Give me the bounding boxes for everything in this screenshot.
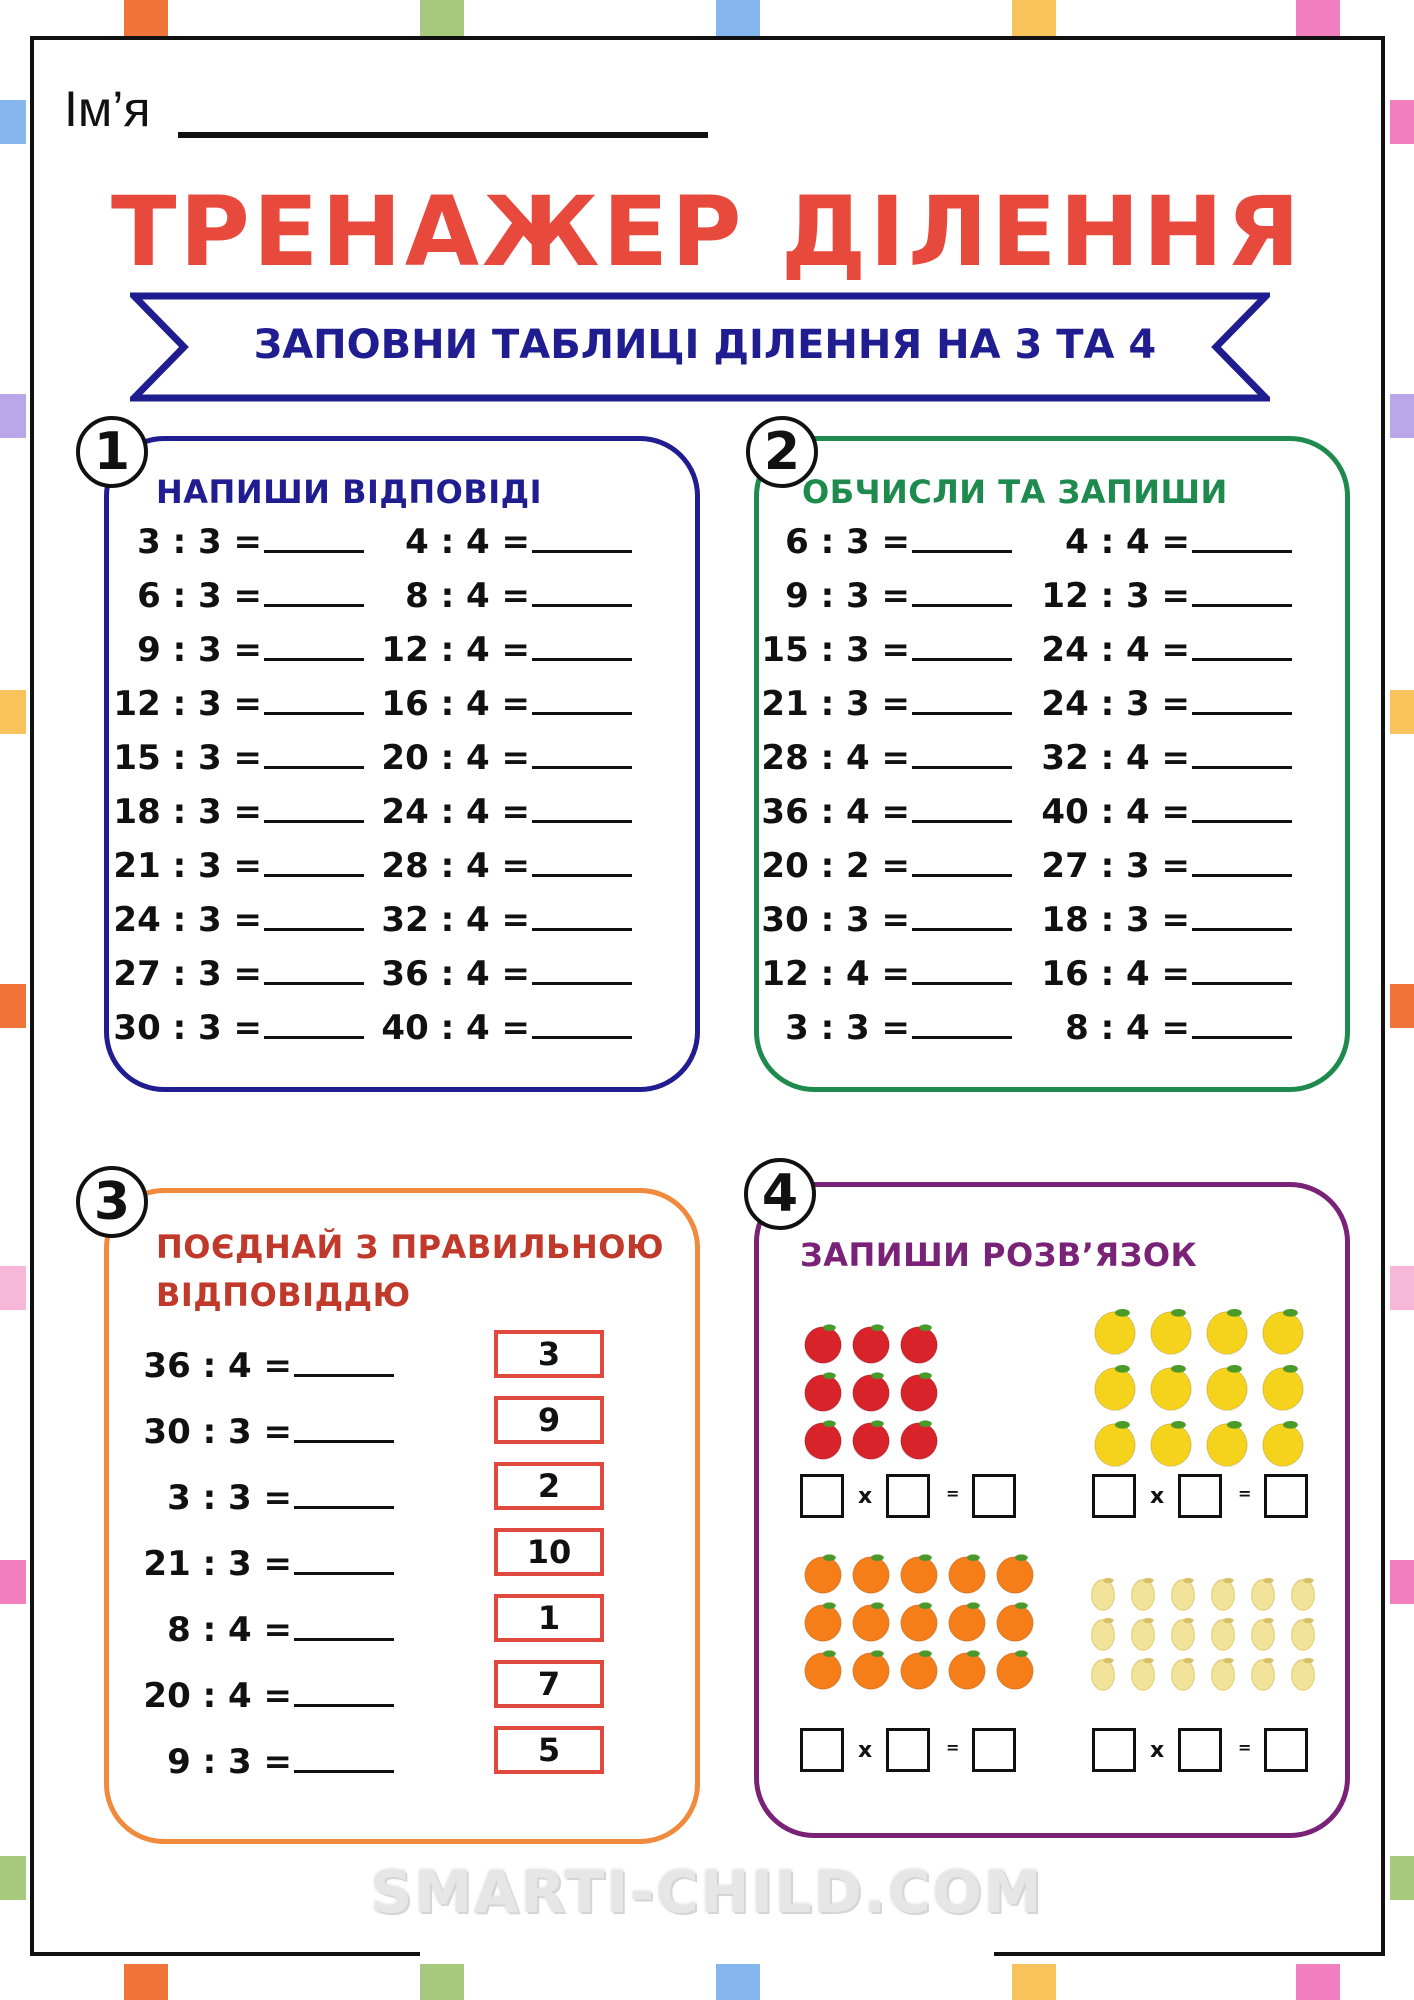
equation-row: [113, 900, 364, 940]
equation-text: 28 : 4 =: [381, 846, 530, 886]
times-sign: x: [1150, 1484, 1165, 1509]
answer-square[interactable]: [1264, 1474, 1308, 1518]
answer-square[interactable]: [1092, 1474, 1136, 1518]
answer-blank[interactable]: [912, 740, 1012, 769]
pear-icon: [1212, 1618, 1235, 1650]
times-sign: x: [1150, 1738, 1165, 1763]
equation-text: 20 : 2 =: [761, 846, 910, 886]
equation-text: 30 : 3 =: [761, 900, 910, 940]
answer-blank[interactable]: [532, 902, 632, 931]
equation-text: 24 : 4 =: [381, 792, 530, 832]
answer-blank[interactable]: [264, 902, 364, 931]
decor-square: [716, 0, 760, 36]
match-equation: [167, 1742, 394, 1782]
orange-icon: [949, 1554, 985, 1593]
equals-sign: =: [946, 1738, 960, 1757]
apple-icon: [805, 1324, 841, 1363]
decor-square: [1390, 690, 1414, 734]
pear-icon: [1292, 1658, 1315, 1690]
frame-gap: [420, 1950, 994, 1962]
decor-square: [1390, 100, 1414, 144]
answer-square[interactable]: [1264, 1728, 1308, 1772]
equation-row: [137, 576, 364, 616]
equation-text: 36 : 4 =: [143, 1346, 292, 1386]
answer-blank[interactable]: [1192, 578, 1292, 607]
equation-text: 8 : 4 =: [167, 1610, 292, 1650]
equals-sign: =: [1238, 1738, 1252, 1757]
equation-row: [761, 954, 1012, 994]
match-equation: [167, 1610, 394, 1650]
pear-icon: [1092, 1658, 1115, 1690]
equation-text: 3 : 3 =: [785, 1008, 910, 1048]
answer-blank[interactable]: [264, 794, 364, 823]
equation-row: [1041, 684, 1292, 724]
answer-blank[interactable]: [912, 632, 1012, 661]
pear-icon: [1132, 1658, 1155, 1690]
times-sign: x: [858, 1738, 873, 1763]
equation-text: 40 : 4 =: [381, 1008, 530, 1048]
equation-row: [381, 630, 632, 670]
answer-blank[interactable]: [532, 848, 632, 877]
decor-square: [124, 0, 168, 36]
fruit-group-orange: [794, 1546, 1044, 1700]
equation-text: 6 : 3 =: [137, 576, 262, 616]
lemon-icon: [1095, 1365, 1135, 1410]
orange-icon: [901, 1602, 937, 1641]
equation-text: 21 : 3 =: [761, 684, 910, 724]
lemon-icon: [1263, 1365, 1303, 1410]
equation-text: 4 : 4 =: [405, 522, 530, 562]
pear-icon: [1212, 1658, 1235, 1690]
answer-square[interactable]: [1092, 1728, 1136, 1772]
answer-blank[interactable]: [532, 1010, 632, 1039]
answer-blank[interactable]: [912, 686, 1012, 715]
pear-icon: [1132, 1618, 1155, 1650]
panel-1-title: НАПИШИ ВІДПОВІДІ: [156, 473, 543, 511]
equation-text: 24 : 4 =: [1041, 630, 1190, 670]
fruit-group-pear: [1078, 1570, 1328, 1700]
fruit-group-lemon: [1082, 1300, 1316, 1478]
decor-square: [0, 1560, 26, 1604]
answer-blank[interactable]: [264, 740, 364, 769]
apple-icon: [901, 1420, 937, 1459]
answer-blank[interactable]: [264, 1010, 364, 1039]
equation-text: 20 : 4 =: [143, 1676, 292, 1716]
answer-blank[interactable]: [294, 1546, 394, 1575]
answer-blank[interactable]: [264, 956, 364, 985]
answer-blank[interactable]: [1192, 902, 1292, 931]
name-label: Ім’я: [64, 81, 151, 137]
answer-blank[interactable]: [532, 578, 632, 607]
apple-icon: [853, 1324, 889, 1363]
answer-square[interactable]: [972, 1728, 1016, 1772]
lemon-icon: [1095, 1309, 1135, 1354]
equation-row: [381, 846, 632, 886]
answer-option[interactable]: 7: [494, 1660, 604, 1708]
answer-blank[interactable]: [912, 848, 1012, 877]
decor-square: [1390, 1560, 1414, 1604]
equation-text: 30 : 3 =: [113, 1008, 262, 1048]
answer-square[interactable]: [800, 1474, 844, 1518]
equation-text: 27 : 3 =: [1041, 846, 1190, 886]
equation-row: [113, 846, 364, 886]
answer-blank[interactable]: [532, 956, 632, 985]
equation-text: 21 : 3 =: [143, 1544, 292, 1584]
lemon-icon: [1263, 1309, 1303, 1354]
equation-text: 12 : 4 =: [381, 630, 530, 670]
equation-row: [381, 954, 632, 994]
pear-icon: [1172, 1658, 1195, 1690]
answer-blank[interactable]: [294, 1414, 394, 1443]
decor-square: [1296, 0, 1340, 36]
equation-text: 3 : 3 =: [167, 1478, 292, 1518]
answer-blank[interactable]: [912, 902, 1012, 931]
orange-icon: [853, 1554, 889, 1593]
equation-row: [381, 1008, 632, 1048]
pear-icon: [1092, 1578, 1115, 1610]
answer-option[interactable]: 10: [494, 1528, 604, 1576]
apple-icon: [853, 1372, 889, 1411]
pear-icon: [1292, 1618, 1315, 1650]
equation-text: 3 : 3 =: [137, 522, 262, 562]
lemon-icon: [1207, 1421, 1247, 1466]
answer-square[interactable]: [1178, 1474, 1222, 1518]
equals-sign: =: [946, 1484, 960, 1503]
answer-blank[interactable]: [1192, 794, 1292, 823]
decor-square: [1390, 394, 1414, 438]
orange-icon: [949, 1602, 985, 1641]
equation-text: 9 : 3 =: [785, 576, 910, 616]
decor-square: [1390, 984, 1414, 1028]
decor-square: [1012, 0, 1056, 36]
equation-row: [381, 900, 632, 940]
equation-row: [1041, 900, 1292, 940]
pear-icon: [1252, 1578, 1275, 1610]
answer-blank[interactable]: [264, 848, 364, 877]
orange-icon: [997, 1602, 1033, 1641]
answer-blank[interactable]: [294, 1612, 394, 1641]
panel-4-title: ЗАПИШИ РОЗВ’ЯЗОК: [800, 1236, 1198, 1274]
orange-icon: [901, 1650, 937, 1689]
equation-row: [1065, 1008, 1292, 1048]
orange-icon: [901, 1554, 937, 1593]
pear-icon: [1172, 1578, 1195, 1610]
orange-icon: [997, 1554, 1033, 1593]
equation-text: 20 : 4 =: [381, 738, 530, 778]
answer-blank[interactable]: [912, 578, 1012, 607]
answer-square[interactable]: [886, 1474, 930, 1518]
answer-square[interactable]: [972, 1474, 1016, 1518]
decor-square: [0, 394, 26, 438]
equation-row: [1041, 846, 1292, 886]
equation-text: 15 : 3 =: [761, 630, 910, 670]
answer-blank[interactable]: [294, 1480, 394, 1509]
lemon-icon: [1151, 1421, 1191, 1466]
equation-row: [785, 1008, 1012, 1048]
equation-text: 12 : 3 =: [1041, 576, 1190, 616]
decor-square: [0, 100, 26, 144]
panel-3-title-line2: ВІДПОВІДДЮ: [156, 1276, 411, 1314]
lemon-icon: [1095, 1421, 1135, 1466]
equation-text: 8 : 4 =: [1065, 1008, 1190, 1048]
orange-icon: [805, 1602, 841, 1641]
panel-2-title: ОБЧИСЛИ ТА ЗАПИШИ: [802, 473, 1228, 511]
answer-blank[interactable]: [264, 578, 364, 607]
panel-2-number: 2: [746, 416, 818, 488]
pear-icon: [1252, 1658, 1275, 1690]
answer-blank[interactable]: [1192, 740, 1292, 769]
pear-icon: [1172, 1618, 1195, 1650]
page-title: ТРЕНАЖЕР ДІЛЕННЯ: [110, 176, 1304, 288]
lemon-icon: [1151, 1365, 1191, 1410]
decor-square: [420, 0, 464, 36]
equation-text: 24 : 3 =: [1041, 684, 1190, 724]
pear-icon: [1092, 1618, 1115, 1650]
match-equation: [143, 1346, 394, 1386]
answer-blank[interactable]: [294, 1678, 394, 1707]
equation-row: [785, 576, 1012, 616]
orange-icon: [805, 1650, 841, 1689]
equation-row: [761, 738, 1012, 778]
equation-text: 32 : 4 =: [1041, 738, 1190, 778]
answer-option[interactable]: 3: [494, 1330, 604, 1378]
equation-row: [381, 684, 632, 724]
answer-blank[interactable]: [264, 632, 364, 661]
equation-row: [113, 684, 364, 724]
answer-blank[interactable]: [1192, 524, 1292, 553]
answer-blank[interactable]: [1192, 632, 1292, 661]
equation-text: 9 : 3 =: [137, 630, 262, 670]
answer-blank[interactable]: [912, 956, 1012, 985]
equation-row: [1065, 522, 1292, 562]
equation-text: 12 : 4 =: [761, 954, 910, 994]
answer-square[interactable]: [886, 1728, 930, 1772]
orange-icon: [997, 1650, 1033, 1689]
decor-square: [0, 690, 26, 734]
lemon-icon: [1263, 1421, 1303, 1466]
answer-blank[interactable]: [1192, 956, 1292, 985]
answer-blank[interactable]: [912, 1010, 1012, 1039]
equation-row: [761, 846, 1012, 886]
pear-icon: [1292, 1578, 1315, 1610]
answer-blank[interactable]: [1192, 848, 1292, 877]
equation-text: 24 : 3 =: [113, 900, 262, 940]
equation-text: 21 : 3 =: [113, 846, 262, 886]
orange-icon: [853, 1602, 889, 1641]
answer-blank[interactable]: [912, 524, 1012, 553]
answer-blank[interactable]: [1192, 1010, 1292, 1039]
equation-row: [761, 900, 1012, 940]
equation-text: 27 : 3 =: [113, 954, 262, 994]
equation-text: 9 : 3 =: [167, 1742, 292, 1782]
equation-text: 6 : 3 =: [785, 522, 910, 562]
equation-row: [1041, 792, 1292, 832]
lemon-icon: [1151, 1309, 1191, 1354]
decor-square: [0, 984, 26, 1028]
equation-row: [1041, 954, 1292, 994]
equation-text: 18 : 3 =: [113, 792, 262, 832]
decor-square: [0, 1266, 26, 1310]
equation-text: 30 : 3 =: [143, 1412, 292, 1452]
decor-square: [420, 1964, 464, 2000]
equation-row: [113, 954, 364, 994]
equation-text: 16 : 4 =: [381, 684, 530, 724]
answer-blank[interactable]: [532, 794, 632, 823]
lemon-icon: [1207, 1309, 1247, 1354]
equation-text: 36 : 4 =: [761, 792, 910, 832]
match-equation: [143, 1412, 394, 1452]
answer-blank[interactable]: [294, 1744, 394, 1773]
panel-4-number: 4: [744, 1158, 816, 1230]
answer-blank[interactable]: [912, 794, 1012, 823]
fruit-group-apple: [794, 1316, 948, 1470]
equation-row: [405, 576, 632, 616]
equation-row: [1041, 738, 1292, 778]
times-sign: x: [858, 1484, 873, 1509]
orange-icon: [805, 1554, 841, 1593]
decor-square: [1012, 1964, 1056, 2000]
decor-square: [124, 1964, 168, 2000]
orange-icon: [949, 1650, 985, 1689]
match-equation: [167, 1478, 394, 1518]
answer-blank[interactable]: [264, 686, 364, 715]
equation-text: 36 : 4 =: [381, 954, 530, 994]
answer-option[interactable]: 5: [494, 1726, 604, 1774]
equation-row: [405, 522, 632, 562]
answer-blank[interactable]: [532, 524, 632, 553]
match-equation: [143, 1676, 394, 1716]
apple-icon: [805, 1372, 841, 1411]
apple-icon: [853, 1420, 889, 1459]
decor-square: [1296, 1964, 1340, 2000]
panel-1-number: 1: [76, 416, 148, 488]
pear-icon: [1132, 1578, 1155, 1610]
watermark: SMARTI-CHILD.COM: [370, 1858, 1044, 1926]
equation-row: [1041, 576, 1292, 616]
apple-icon: [805, 1420, 841, 1459]
subtitle: ЗАПОВНИ ТАБЛИЦІ ДІЛЕННЯ НА 3 ТА 4: [253, 322, 1157, 368]
match-equation: [143, 1544, 394, 1584]
answer-square[interactable]: [800, 1728, 844, 1772]
equation-text: 4 : 4 =: [1065, 522, 1190, 562]
equation-text: 8 : 4 =: [405, 576, 530, 616]
equation-row: [113, 792, 364, 832]
orange-icon: [853, 1650, 889, 1689]
answer-blank[interactable]: [1192, 686, 1292, 715]
answer-blank[interactable]: [532, 686, 632, 715]
equals-sign: =: [1238, 1484, 1252, 1503]
answer-option[interactable]: 1: [494, 1594, 604, 1642]
answer-square[interactable]: [1178, 1728, 1222, 1772]
answer-blank[interactable]: [264, 524, 364, 553]
equation-row: [381, 792, 632, 832]
answer-blank[interactable]: [294, 1348, 394, 1377]
answer-blank[interactable]: [532, 632, 632, 661]
lemon-icon: [1207, 1365, 1247, 1410]
equation-row: [137, 522, 364, 562]
equation-row: [113, 738, 364, 778]
name-line[interactable]: [178, 132, 708, 138]
equation-text: 12 : 3 =: [113, 684, 262, 724]
equation-text: 15 : 3 =: [113, 738, 262, 778]
equation-row: [381, 738, 632, 778]
equation-row: [785, 522, 1012, 562]
equation-row: [137, 630, 364, 670]
equation-row: [761, 684, 1012, 724]
equation-row: [113, 1008, 364, 1048]
panel-3-number: 3: [76, 1166, 148, 1238]
equation-text: 28 : 4 =: [761, 738, 910, 778]
answer-blank[interactable]: [532, 740, 632, 769]
pear-icon: [1252, 1618, 1275, 1650]
equation-row: [761, 792, 1012, 832]
apple-icon: [901, 1372, 937, 1411]
equation-text: 16 : 4 =: [1041, 954, 1190, 994]
decor-square: [716, 1964, 760, 2000]
equation-text: 18 : 3 =: [1041, 900, 1190, 940]
apple-icon: [901, 1324, 937, 1363]
answer-option[interactable]: 9: [494, 1396, 604, 1444]
equation-row: [1041, 630, 1292, 670]
equation-row: [761, 630, 1012, 670]
answer-option[interactable]: 2: [494, 1462, 604, 1510]
decor-square: [1390, 1266, 1414, 1310]
pear-icon: [1212, 1578, 1235, 1610]
equation-text: 40 : 4 =: [1041, 792, 1190, 832]
equation-text: 32 : 4 =: [381, 900, 530, 940]
panel-3-title-line1: ПОЄДНАЙ З ПРАВИЛЬНОЮ: [156, 1228, 664, 1266]
